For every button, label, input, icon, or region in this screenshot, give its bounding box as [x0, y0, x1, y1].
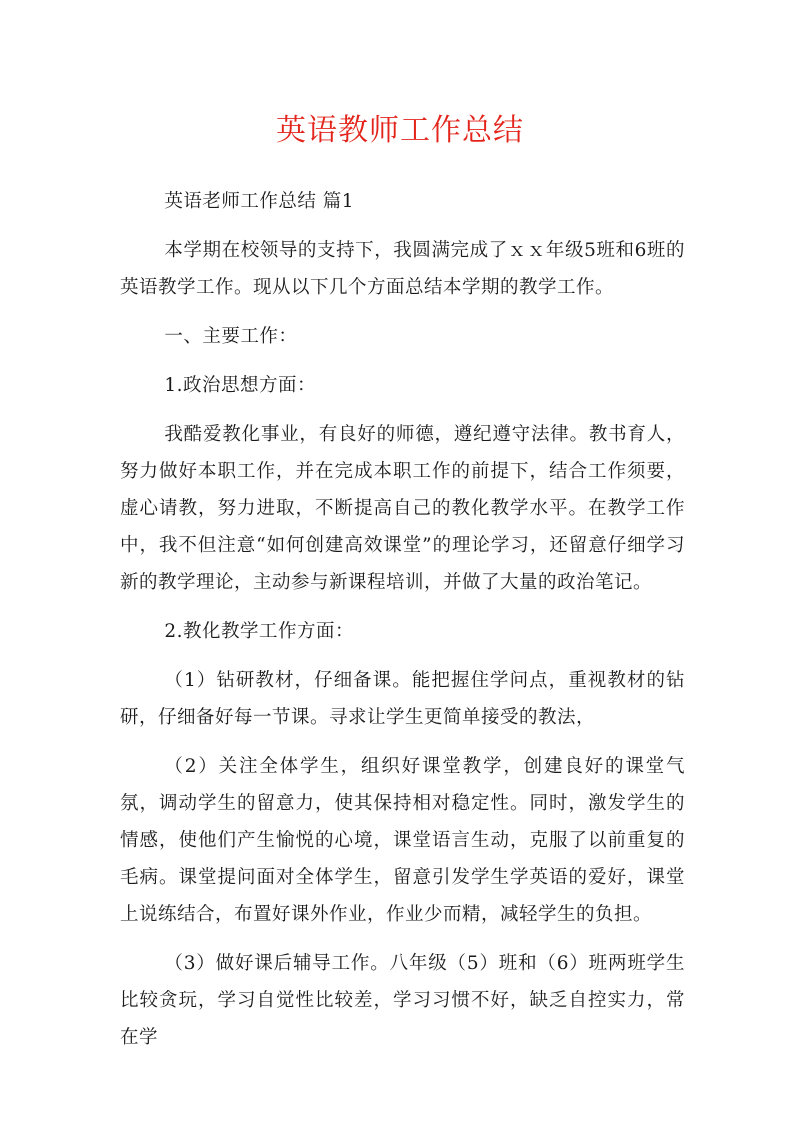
paragraph-item-1: （1）钻研教材，仔细备课。能把握住学问点，重视教材的钻研，仔细备好每一节课。寻求让学生更简单接受的教法， [120, 670, 685, 728]
paragraph-heading: 英语老师工作总结 篇1 [164, 191, 355, 212]
subsection-heading-political: 1.政治思想方面： [164, 375, 317, 396]
section-heading-main-work: 一、主要工作： [164, 326, 298, 347]
paragraph-political: 我酷爱教化事业，有良好的师德，遵纪遵守法律。教书育人，努力做好本职工作，并在完成本职工作的前提下，结合工作须要，虚心请教，努力进取，不断提高自己的教化教学水平。在教学工作中，我不但注意“如何创建高效课堂”的理论学习，还留意仔细学习新的教学理论，主动参与新课程培训，并做了大量的政治笔记。 [120, 424, 685, 593]
document-title: 英语教师工作总结 [276, 113, 524, 148]
paragraph-item-2: （2）关注全体学生，组织好课堂教学，创建良好的课堂气氛，调动学生的留意力，使其保持相对稳定性。同时，激发学生的情感，使他们产生愉悦的心境，课堂语言生动，克服了以前重复的毛病。课堂提问面对全体学生，留意引发学生学英语的爱好，课堂上说练结合，布置好课外作业，作业少而精，减轻学生的负担。 [120, 756, 685, 925]
document-body [120, 183, 685, 1068]
paragraph-intro: 本学期在校领导的支持下，我圆满完成了ｘｘ年级5班和6班的英语教学工作。现从以下几个方面总结本学期的教学工作。 [120, 240, 685, 298]
paragraph-item-3: （3）做好课后辅导工作。八年级（5）班和（6）班两班学生比较贪玩，学习自觉性比较差，学习习惯不好，缺乏自控实力，常在学 [120, 953, 685, 1048]
subsection-heading-teaching: 2.教化教学工作方面： [164, 621, 355, 642]
